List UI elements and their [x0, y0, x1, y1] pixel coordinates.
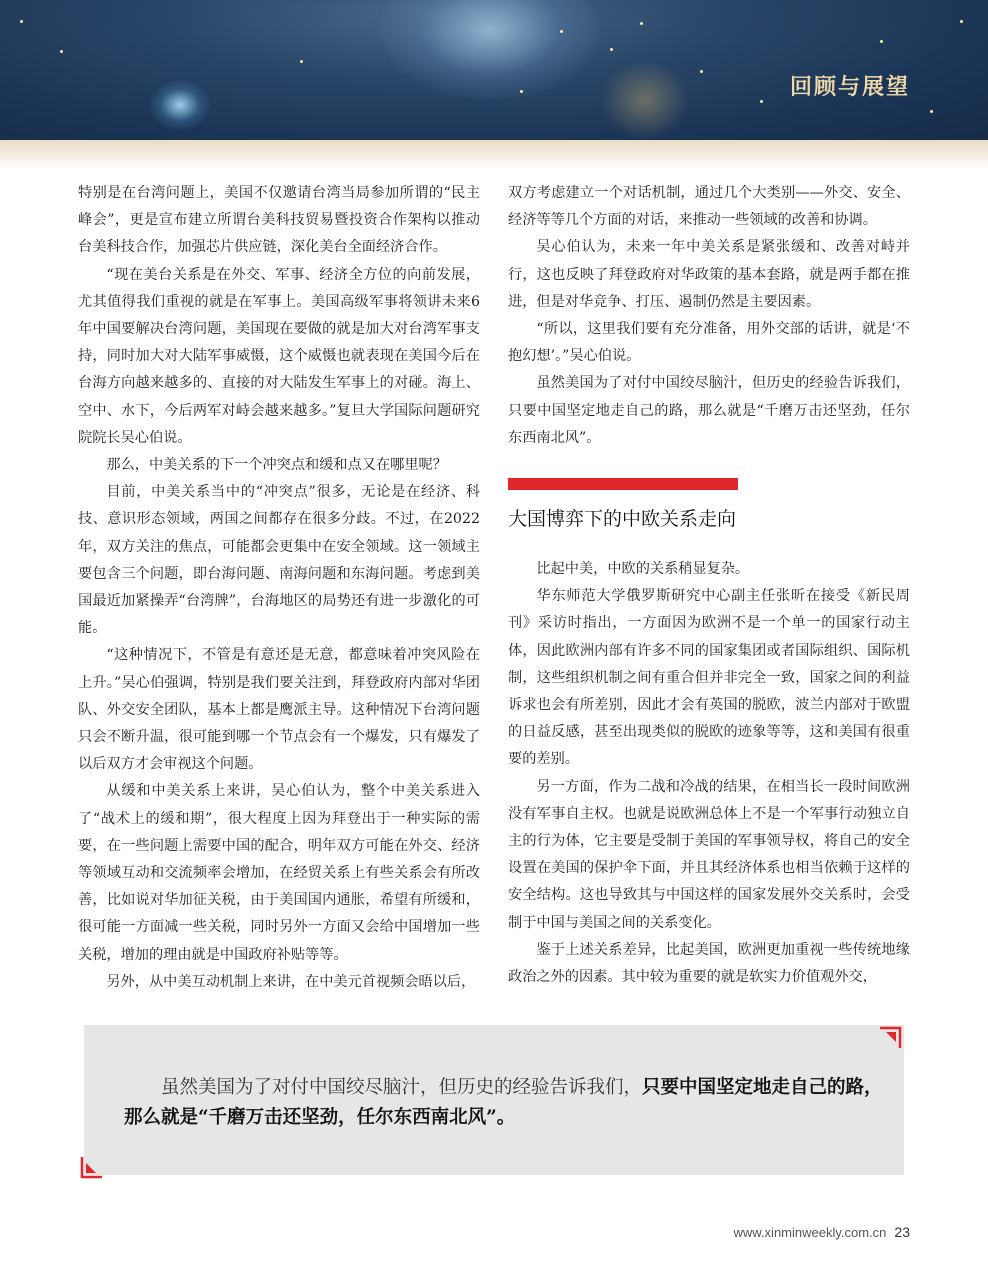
paragraph: 比起中美，中欧的关系稍显复杂。	[536, 561, 750, 578]
paragraph: “这种情况下，不管是有意还是无意，都意味着冲突风险在上升。”吴心伯强调，特别是我们要关注到，拜登政府内部对华团队、外交安全团队，基本上都是鹰派主导。这种情况下台湾问题只会不断升温，很可能到哪一个节点会有一个爆发，只有爆发了以后双方才会审视这个问题。	[78, 647, 480, 773]
paragraph: 特别是在台湾问题上，美国不仅邀请台湾当局参加所谓的“民主峰会”，更是宣布建立所谓台美科技贸易暨投资合作架构以推动台美科技合作，加强芯片供应链，深化美台全面经济合作。	[78, 185, 480, 256]
pull-quote-box	[84, 1025, 904, 1175]
pull-quote-text	[124, 1073, 884, 1133]
pull-quote-bold: 只要中国坚定地走自己的路，那么就是“千磨万击还坚劲，任尔东西南北风”。	[124, 1077, 883, 1128]
right-column	[508, 180, 910, 991]
paragraph: 另一方面，作为二战和冷战的结果，在相当长一段时间欧洲没有军事自主权。也就是说欧洲总体上不是一个军事行动独立自主的行为体，它主要是受制于美国的军事领导权，将自己的安全设置在美国的保护伞下面，并且其经济体系也相当依赖于这样的安全结构。这也导致其与中国这样的国家发展外交关系时，会受制于中国与美国之间的关系变化。	[508, 778, 910, 931]
header-fade	[0, 140, 988, 170]
section-title: 回顾与展望	[789, 74, 910, 100]
corner-mark-icon	[878, 1024, 904, 1050]
paragraph: “所以，这里我们要有充分准备，用外交部的话讲，就是‘不抱幻想’。”吴心伯说。	[508, 321, 910, 365]
left-column	[78, 180, 480, 996]
section-divider-bar	[508, 478, 738, 490]
paragraph: 双方考虑建立一个对话机制，通过几个大类别——外交、安全、经济等等几个方面的对话，来推动一些领域的改善和协调。	[508, 185, 910, 229]
page-number: 23	[894, 1224, 910, 1240]
paragraph: 鉴于上述关系差异，比起美国，欧洲更加重视一些传统地缘政治之外的因素。其中较为重要的就是软实力价值观外交，	[508, 941, 910, 986]
paragraph: 虽然美国为了对付中国绞尽脑汁，但历史的经验告诉我们，只要中国坚定地走自己的路，那么就是“千磨万击还坚劲，任尔东西南北风”。	[508, 375, 910, 446]
paragraph: 从缓和中美关系上来讲，吴心伯认为，整个中美关系进入了“战术上的缓和期”，很大程度上因为拜登出于一种实际的需要，在一些问题上需要中国的配合，明年双方可能在外交、经济等领域互动和交流频率会增加，在经贸关系上有些关系会有所改善，比如说对华加征关税，由于美国国内通胀，希望有所缓和，很可能一方面减一些关税，同时另外一方面又会给中国增加一些关税，增加的理由就是中国政府补贴等等。	[78, 783, 480, 963]
paragraph: 目前，中美关系当中的“冲突点”很多，无论是在经济、科技、意识形态领域，两国之间都存在很多分歧。不过，在2022年，双方关注的焦点，可能都会更集中在安全领域。这一领域主要包含三个问题，即台海问题、南海问题和东海问题。考虑到美国最近加紧操弄“台湾牌”，台海地区的局势还有进一步激化的可能。	[78, 484, 480, 637]
header-banner	[0, 0, 988, 145]
paragraph: 另外，从中美互动机制上来讲，在中美元首视频会晤以后，	[106, 973, 476, 990]
pull-quote-normal: 虽然美国为了对付中国绞尽脑汁，但历史的经验告诉我们，	[161, 1077, 643, 1098]
paragraph: 华东师范大学俄罗斯研究中心副主任张昕在接受《新民周刊》采访时指出，一方面因为欧洲不是一个单一的国家行动主体，因此欧洲内部有许多不同的国家集团或者国际组织、国际机制，这些组织机制之间有重合但并非完全一致，国家之间的利益诉求也会有所差别，因此才会有英国的脱欧，波兰内部对于欧盟的日益反感，甚至出现类似的脱欧的迹象等等，这和美国有很重要的差别。	[508, 588, 910, 768]
footer-website: www.xinminweekly.com.cn	[733, 1225, 887, 1240]
paragraph: 那么，中美关系的下一个冲突点和缓和点又在哪里呢？	[106, 457, 447, 474]
paragraph: 吴心伯认为，未来一年中美关系是紧张缓和、改善对峙并行，这也反映了拜登政府对华政策的基本套路，就是两手都在推进，但是对华竞争、打压、遏制仍然是主要因素。	[508, 239, 910, 310]
paragraph: “现在美台关系是在外交、军事、经济全方位的向前发展，尤其值得我们重视的就是在军事上。美国高级军事将领讲未来6年中国要解决台湾问题，美国现在要做的就是加大对台湾军事支持，同时加大对大陆军事威慑，这个威慑也就表现在美国今后在台海方向越来越多的、直接的对大陆发生军事上的对碰。海上、空中、水下，今后两军对峙会越来越多。”复旦大学国际问题研究院院长吴心伯说。	[78, 266, 480, 446]
corner-mark-icon	[78, 1155, 104, 1181]
subheading: 大国博弈下的中欧关系走向	[508, 508, 737, 531]
page-footer	[734, 1224, 911, 1240]
